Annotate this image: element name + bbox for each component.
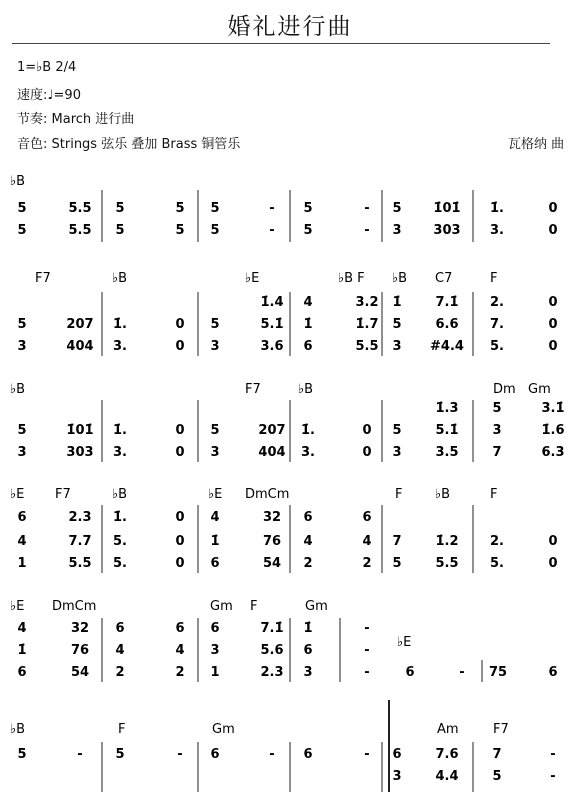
note-cell: 0 bbox=[362, 423, 372, 438]
note-cell: 5 bbox=[392, 317, 402, 332]
chord-symbol: ♭B bbox=[10, 174, 26, 189]
note-cell: 6 bbox=[210, 747, 220, 762]
note-cell: 54 bbox=[70, 665, 90, 680]
note-cell: 32 bbox=[70, 621, 90, 636]
note-cell: - bbox=[364, 747, 370, 762]
chord-symbol: ♭B bbox=[435, 487, 451, 502]
note-cell: 3.2 bbox=[355, 295, 379, 310]
note-cell: 2 bbox=[362, 556, 372, 571]
note-cell: 7.6 bbox=[435, 747, 459, 762]
chord-symbol: F7 bbox=[55, 487, 71, 502]
chord-symbol: ♭E bbox=[208, 487, 223, 502]
note-cell: 5 bbox=[210, 423, 220, 438]
note-cell: 3 bbox=[392, 223, 402, 238]
note-cell: 5 bbox=[175, 223, 185, 238]
chord-symbol: F bbox=[490, 271, 498, 286]
note-cell: - bbox=[269, 201, 275, 216]
note-cell: - bbox=[459, 665, 465, 680]
note-cell: 5.1̇ bbox=[435, 423, 459, 438]
note-cell: 3.1̇ bbox=[541, 401, 565, 416]
note-cell: 0 bbox=[548, 295, 558, 310]
note-cell: 1̇. bbox=[113, 510, 127, 525]
note-cell: 0 bbox=[175, 556, 185, 571]
note-cell: 5 bbox=[210, 201, 220, 216]
note-cell: - bbox=[364, 665, 370, 680]
note-cell: 0 bbox=[548, 534, 558, 549]
note-cell: 0 bbox=[175, 510, 185, 525]
note-cell: 6 bbox=[392, 747, 402, 762]
note-cell: 1̇ bbox=[392, 295, 402, 310]
note-cell: 3.5 bbox=[435, 445, 459, 460]
note-cell: 7 bbox=[492, 445, 502, 460]
note-cell: 1̇.3 bbox=[435, 401, 459, 416]
note-cell: 76 bbox=[70, 643, 90, 658]
chord-symbol: ♭B bbox=[298, 382, 314, 397]
note-cell: 7 bbox=[492, 747, 502, 762]
chord-symbol: ♭E bbox=[397, 635, 412, 650]
note-cell: 6 bbox=[210, 621, 220, 636]
chord-symbol: F bbox=[395, 487, 403, 502]
chord-symbol: DmCm bbox=[52, 599, 97, 614]
note-cell: - bbox=[364, 201, 370, 216]
note-cell: 6 bbox=[303, 339, 313, 354]
note-cell: 6 bbox=[303, 643, 313, 658]
note-cell: 1̇.6 bbox=[541, 423, 565, 438]
note-cell: 1̇. bbox=[301, 423, 315, 438]
chord-symbol: ♭E bbox=[245, 271, 260, 286]
note-cell: 3. bbox=[113, 445, 127, 460]
note-cell: 5. bbox=[490, 556, 504, 571]
note-cell: 6 bbox=[405, 665, 415, 680]
note-cell: 4 bbox=[175, 643, 185, 658]
note-cell: 303 bbox=[433, 223, 461, 238]
chord-symbol: F bbox=[250, 599, 258, 614]
note-cell: 1̇ bbox=[210, 534, 220, 549]
note-cell: 3 bbox=[303, 665, 313, 680]
note-cell: 2.3 bbox=[260, 665, 284, 680]
chord-symbol: F7 bbox=[493, 722, 509, 737]
quarter-note-icon: ♩ bbox=[47, 88, 54, 103]
tempo-value: =90 bbox=[53, 88, 81, 103]
note-cell: 0 bbox=[548, 556, 558, 571]
note-cell: 1̇ bbox=[303, 621, 313, 636]
note-cell: 6 bbox=[362, 510, 372, 525]
chord-symbol: ♭E bbox=[10, 599, 25, 614]
note-cell: 3 bbox=[392, 769, 402, 784]
note-cell: 1̇.2 bbox=[435, 534, 459, 549]
note-cell: 1̇. bbox=[113, 423, 127, 438]
note-cell: 7. bbox=[490, 317, 504, 332]
note-cell: 3 bbox=[392, 339, 402, 354]
note-cell: - bbox=[364, 643, 370, 658]
note-cell: 404 bbox=[258, 445, 286, 460]
chord-symbol: F7 bbox=[35, 271, 51, 286]
note-cell: 3 bbox=[210, 339, 220, 354]
chord-symbol: ♭B bbox=[112, 487, 128, 502]
note-cell: 1̇. bbox=[490, 201, 504, 216]
note-cell: 4 bbox=[17, 621, 27, 636]
note-cell: 0 bbox=[175, 534, 185, 549]
note-cell: 0 bbox=[548, 223, 558, 238]
note-cell: 54 bbox=[262, 556, 282, 571]
note-cell: 5. bbox=[113, 534, 127, 549]
note-cell: 6 bbox=[17, 510, 27, 525]
note-cell: 5 bbox=[392, 556, 402, 571]
note-cell: 3 bbox=[17, 445, 27, 460]
note-cell: 4 bbox=[303, 534, 313, 549]
note-cell: 303 bbox=[66, 445, 94, 460]
note-cell: 3.6 bbox=[260, 339, 284, 354]
chord-symbol: ♭B bbox=[392, 271, 408, 286]
note-cell: 1̇01̇ bbox=[433, 201, 461, 216]
note-cell: 3 bbox=[492, 423, 502, 438]
note-cell: 76 bbox=[262, 534, 282, 549]
voice-line: 音色: Strings 弦乐 叠加 Brass 铜管乐 bbox=[17, 137, 241, 152]
note-cell: 5.5 bbox=[68, 223, 92, 238]
chord-symbol: C7 bbox=[435, 271, 453, 286]
note-cell: - bbox=[364, 223, 370, 238]
note-cell: 0 bbox=[362, 445, 372, 460]
chord-symbol: ♭B bbox=[10, 722, 26, 737]
note-cell: 7 bbox=[392, 534, 402, 549]
note-cell: 3. bbox=[490, 223, 504, 238]
chord-symbol: F7 bbox=[245, 382, 261, 397]
note-cell: 5 bbox=[175, 201, 185, 216]
chord-symbol: ♭B F bbox=[338, 271, 365, 286]
chord-symbol: ♭B bbox=[112, 271, 128, 286]
note-cell: 1̇.4 bbox=[260, 295, 284, 310]
note-cell: 6.3 bbox=[541, 445, 565, 460]
note-cell: 5 bbox=[115, 747, 125, 762]
note-cell: 4 bbox=[303, 295, 313, 310]
note-cell: 5 bbox=[115, 201, 125, 216]
note-cell: - bbox=[269, 223, 275, 238]
note-cell: 3 bbox=[210, 643, 220, 658]
chord-symbol: F bbox=[118, 722, 126, 737]
page-title: 婚礼进行曲 bbox=[227, 14, 353, 40]
note-cell: 207 bbox=[66, 317, 94, 332]
note-cell: 5. bbox=[490, 339, 504, 354]
note-cell: 6 bbox=[210, 556, 220, 571]
note-cell: 5 bbox=[17, 423, 27, 438]
chord-symbol: Gm bbox=[528, 382, 551, 397]
note-cell: 5.6 bbox=[260, 643, 284, 658]
chord-symbol: Gm bbox=[210, 599, 233, 614]
note-cell: 2. bbox=[490, 295, 504, 310]
note-cell: 5 bbox=[115, 223, 125, 238]
note-cell: 6 bbox=[115, 621, 125, 636]
note-cell: 2 bbox=[175, 665, 185, 680]
note-cell: 7.1̇ bbox=[260, 621, 284, 636]
note-cell: 5 bbox=[492, 769, 502, 784]
note-cell: 5 bbox=[210, 223, 220, 238]
note-cell: 3 bbox=[210, 445, 220, 460]
chord-symbol: ♭E bbox=[10, 487, 25, 502]
note-cell: 6 bbox=[303, 510, 313, 525]
note-cell: 1 bbox=[210, 665, 220, 680]
note-cell: 1̇01̇ bbox=[66, 423, 94, 438]
note-cell: 0 bbox=[548, 201, 558, 216]
note-cell: 5 bbox=[210, 317, 220, 332]
note-cell: 0 bbox=[548, 317, 558, 332]
note-cell: - bbox=[177, 747, 183, 762]
note-cell: 7.7 bbox=[68, 534, 92, 549]
note-cell: 404 bbox=[66, 339, 94, 354]
note-cell: 0 bbox=[175, 423, 185, 438]
chord-symbol: ♭B bbox=[10, 382, 26, 397]
note-cell: 4 bbox=[17, 534, 27, 549]
note-cell: 3. bbox=[113, 339, 127, 354]
note-cell: 5 bbox=[303, 201, 313, 216]
key-signature: 1=♭B 2/4 bbox=[17, 60, 77, 75]
note-cell: - bbox=[364, 621, 370, 636]
note-cell: 3 bbox=[17, 339, 27, 354]
note-cell: 5 bbox=[303, 223, 313, 238]
note-cell: 5. bbox=[113, 556, 127, 571]
note-cell: 3. bbox=[301, 445, 315, 460]
note-cell: 5 bbox=[17, 201, 27, 216]
note-cell: 1̇. bbox=[113, 317, 127, 332]
note-cell: 0 bbox=[175, 339, 185, 354]
note-cell: 2. bbox=[490, 534, 504, 549]
note-cell: 2 bbox=[303, 556, 313, 571]
note-cell: 2.3 bbox=[68, 510, 92, 525]
note-cell: 4 bbox=[210, 510, 220, 525]
note-cell: - bbox=[269, 747, 275, 762]
tempo-label: 速度: bbox=[17, 88, 48, 103]
note-cell: 4 bbox=[362, 534, 372, 549]
chord-symbol: F bbox=[490, 487, 498, 502]
rhythm-line: 节奏: March 进行曲 bbox=[17, 112, 135, 127]
note-cell: 5 bbox=[392, 201, 402, 216]
note-cell: 3 bbox=[392, 445, 402, 460]
note-cell: 207 bbox=[258, 423, 286, 438]
chord-symbol: DmCm bbox=[245, 487, 290, 502]
note-cell: - bbox=[550, 769, 556, 784]
note-cell: 6 bbox=[548, 665, 558, 680]
composer: 瓦格纳 曲 bbox=[508, 137, 565, 152]
note-cell: 0 bbox=[175, 445, 185, 460]
note-cell: 1̇ bbox=[303, 317, 313, 332]
note-cell: 0 bbox=[548, 339, 558, 354]
note-cell: 1̇ bbox=[17, 643, 27, 658]
chord-symbol: Am bbox=[437, 722, 459, 737]
note-cell: 4 bbox=[115, 643, 125, 658]
note-cell: 6 bbox=[175, 621, 185, 636]
chord-symbol: Gm bbox=[212, 722, 235, 737]
note-cell: 7.1̇ bbox=[435, 295, 459, 310]
note-cell: 0 bbox=[175, 317, 185, 332]
note-cell: 6 bbox=[303, 747, 313, 762]
note-cell: 5 bbox=[392, 423, 402, 438]
note-cell: 6.6 bbox=[435, 317, 459, 332]
note-cell: 5.5 bbox=[68, 201, 92, 216]
note-cell: 75 bbox=[488, 665, 508, 680]
note-cell: 5.5 bbox=[435, 556, 459, 571]
note-cell: 32 bbox=[262, 510, 282, 525]
note-cell: 5.1̇ bbox=[260, 317, 284, 332]
chord-symbol: Dm bbox=[493, 382, 516, 397]
note-cell: 4.4 bbox=[435, 769, 459, 784]
note-cell: - bbox=[550, 747, 556, 762]
note-cell: #4.4 bbox=[430, 339, 464, 354]
note-cell: 5 bbox=[17, 747, 27, 762]
note-cell: 5 bbox=[492, 401, 502, 416]
note-cell: 5.5 bbox=[355, 339, 379, 354]
note-cell: 1 bbox=[17, 556, 27, 571]
note-cell: 6 bbox=[17, 665, 27, 680]
note-cell: 1̇.7 bbox=[355, 317, 379, 332]
note-cell: 5 bbox=[17, 317, 27, 332]
chord-symbol: Gm bbox=[305, 599, 328, 614]
note-cell: 5.5 bbox=[68, 556, 92, 571]
note-cell: 2 bbox=[115, 665, 125, 680]
note-cell: 5 bbox=[17, 223, 27, 238]
note-cell: - bbox=[77, 747, 83, 762]
